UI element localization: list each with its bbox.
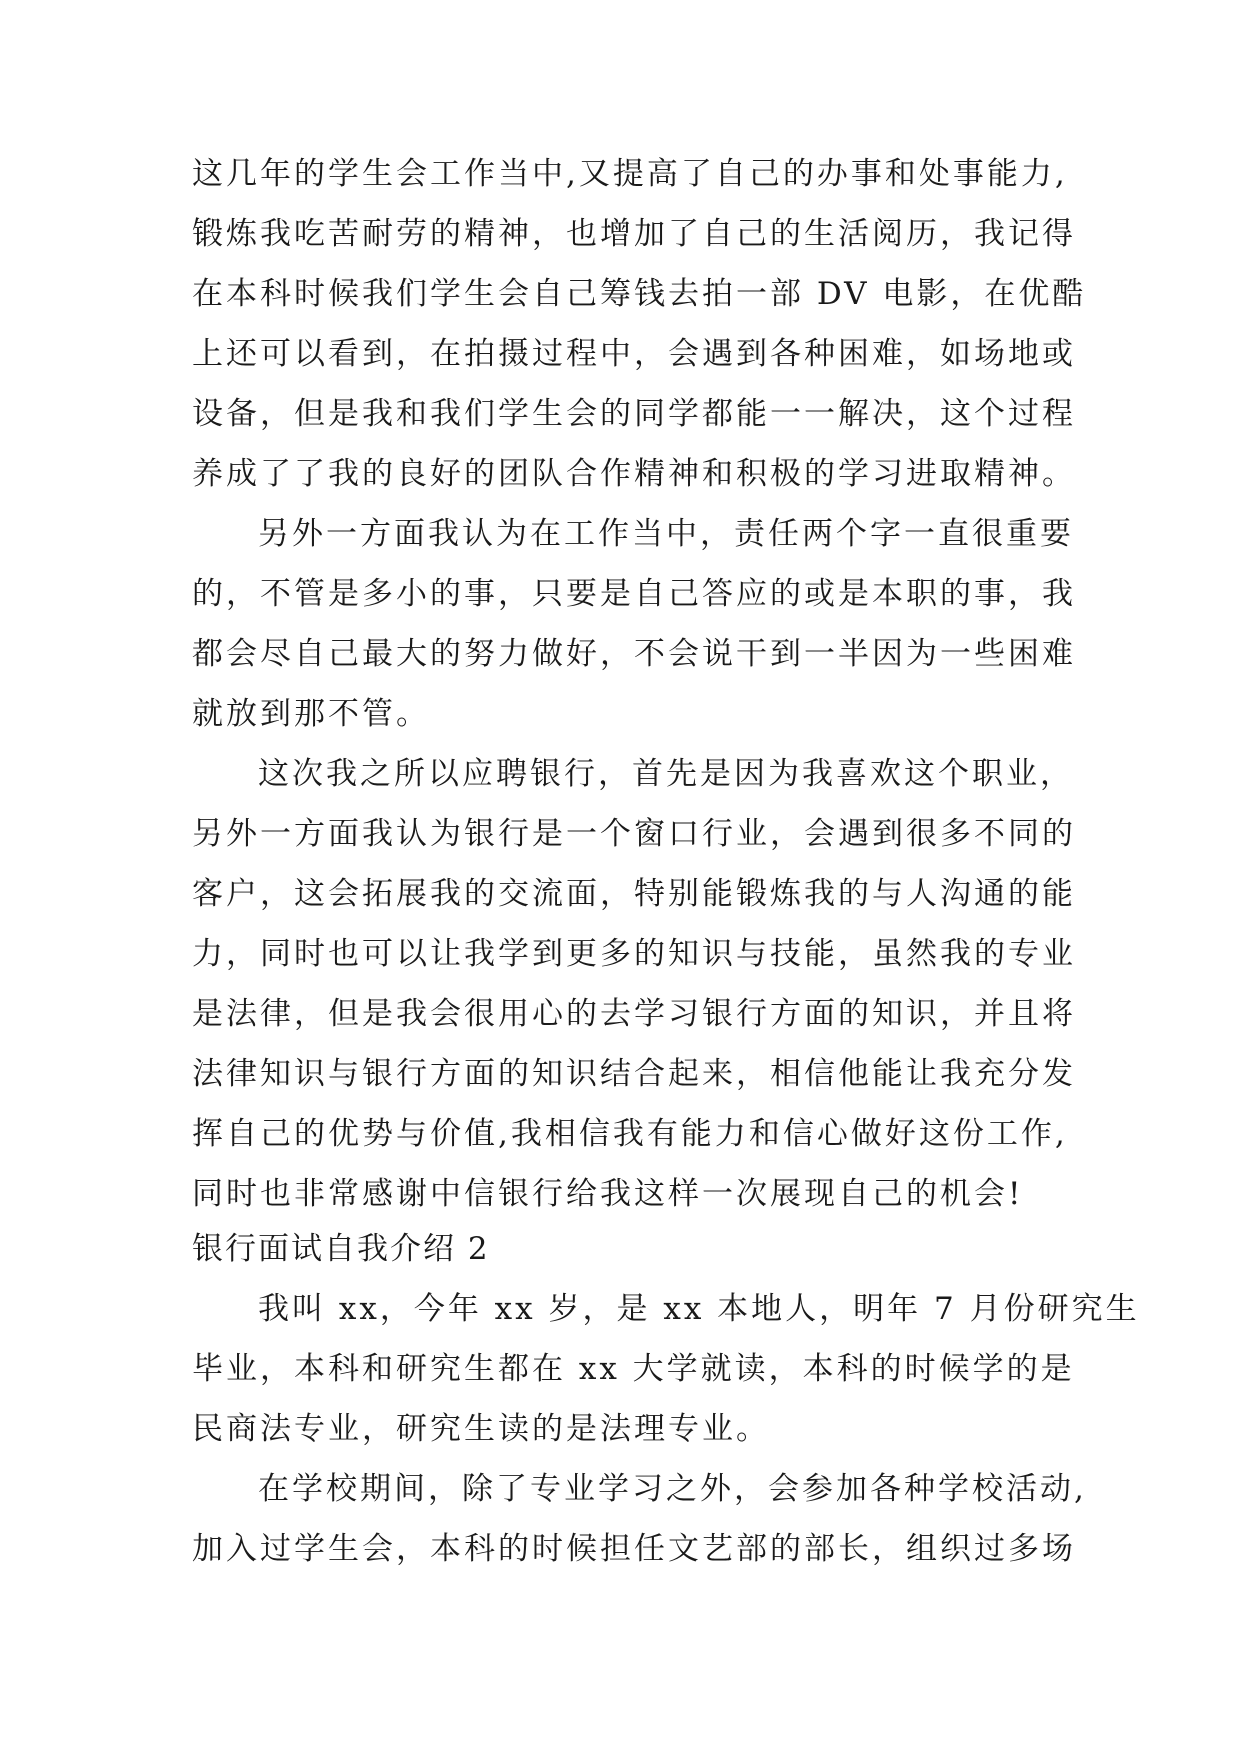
text-line: 都会尽自己最大的努力做好，不会说干到一半因为一些困难 <box>192 636 1076 672</box>
text-line: 在本科时候我们学生会自己筹钱去拍一部 DV 电影，在优酷 <box>192 276 1087 312</box>
text-line: 上还可以看到，在拍摄过程中，会遇到各种困难，如场地或 <box>192 336 1076 372</box>
text-line: 另外一方面我认为在工作当中，责任两个字一直很重要 <box>258 516 1074 552</box>
text-line: 毕业，本科和研究生都在 xx 大学就读，本科的时候学的是 <box>192 1351 1075 1387</box>
text-line: 这次我之所以应聘银行，首先是因为我喜欢这个职业， <box>258 756 1074 792</box>
text-line: 在学校期间，除了专业学习之外，会参加各种学校活动, <box>258 1471 1087 1507</box>
text-line: 这几年的学生会工作当中,又提高了自己的办事和处事能力, <box>192 156 1068 192</box>
text-line: 我叫 xx，今年 xx 岁，是 xx 本地人，明年 7 月份研究生 <box>258 1291 1140 1327</box>
text-line: 民商法专业，研究生读的是法理专业。 <box>192 1411 770 1447</box>
text-line: 是法律，但是我会很用心的去学习银行方面的知识，并且将 <box>192 996 1076 1032</box>
text-line: 的，不管是多小的事，只要是自己答应的或是本职的事，我 <box>192 576 1076 612</box>
text-line: 力，同时也可以让我学到更多的知识与技能，虽然我的专业 <box>192 936 1076 972</box>
text-line: 挥自己的优势与价值,我相信我有能力和信心做好这份工作, <box>192 1116 1068 1152</box>
text-line: 就放到那不管。 <box>192 696 430 732</box>
text-line: 法律知识与银行方面的知识结合起来，相信他能让我充分发 <box>192 1056 1076 1092</box>
section-heading: 银行面试自我介绍 2 <box>192 1231 490 1267</box>
text-line: 养成了了我的良好的团队合作精神和积极的学习进取精神。 <box>192 456 1076 492</box>
text-line: 锻炼我吃苦耐劳的精神，也增加了自己的生活阅历，我记得 <box>192 216 1076 252</box>
text-line: 另外一方面我认为银行是一个窗口行业，会遇到很多不同的 <box>192 816 1076 852</box>
text-line: 同时也非常感谢中信银行给我这样一次展现自己的机会! <box>192 1176 1024 1212</box>
text-line: 客户，这会拓展我的交流面，特别能锻炼我的与人沟通的能 <box>192 876 1076 912</box>
text-line: 设备，但是我和我们学生会的同学都能一一解决，这个过程 <box>192 396 1076 432</box>
text-line: 加入过学生会，本科的时候担任文艺部的部长，组织过多场 <box>192 1531 1076 1567</box>
